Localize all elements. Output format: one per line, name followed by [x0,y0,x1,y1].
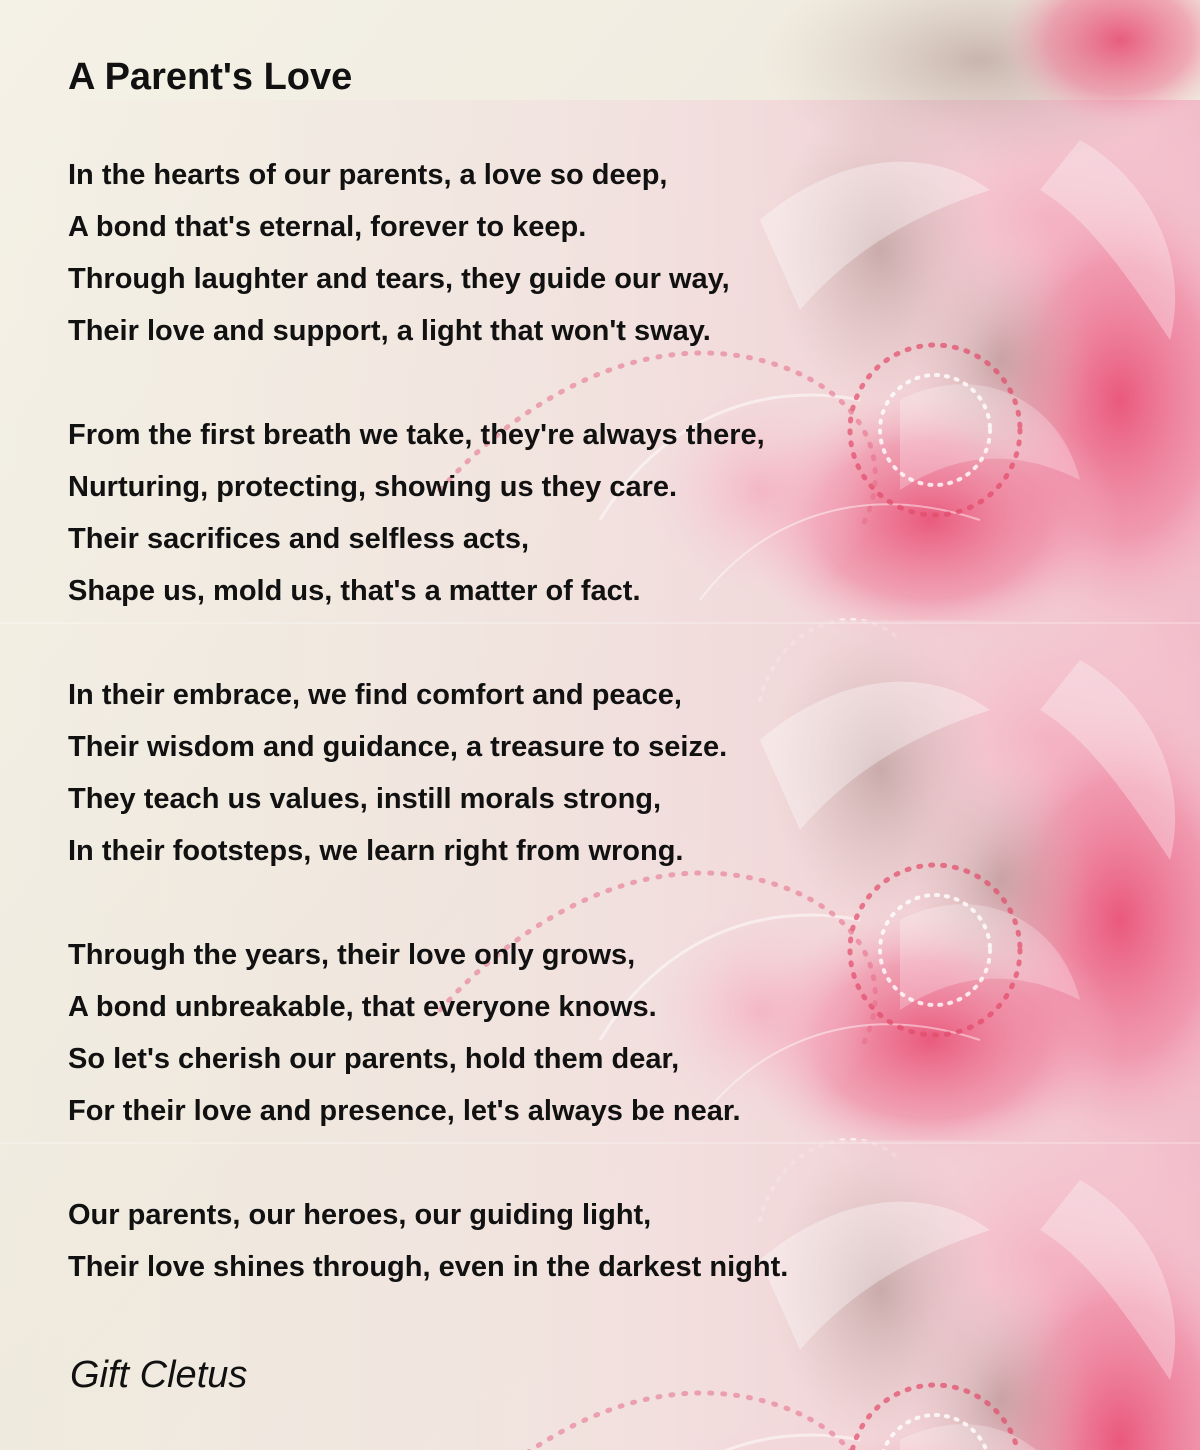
poem-line: Their love shines through, even in the darkest night. [68,1251,789,1283]
poem-line: Their love and support, a light that won't sway. [68,315,711,347]
poem-line: In their footsteps, we learn right from wrong. [68,835,684,867]
poem-line: So let's cherish our parents, hold them dear, [68,1043,680,1075]
poem-line: Shape us, mold us, that's a matter of fact. [68,575,641,607]
poem-line: Our parents, our heroes, our guiding light, [68,1199,652,1231]
poem-line: In their embrace, we find comfort and peace, [68,679,682,711]
poem-author: Gift Cletus [70,1354,248,1396]
poem-line: A bond that's eternal, forever to keep. [68,211,587,243]
poem-line: They teach us values, instill morals strong, [68,783,662,815]
poem-line: For their love and presence, let's always be near. [68,1095,741,1127]
poem-line: Their sacrifices and selfless acts, [68,523,530,555]
poem-line: Nurturing, protecting, showing us they care. [68,471,678,503]
poem-line: Through the years, their love only grows, [68,939,636,971]
poem-line: From the first breath we take, they're always there, [68,419,765,451]
poem-title: A Parent's Love [68,56,353,98]
poem-line: Through laughter and tears, they guide our way, [68,263,730,295]
poem-line: A bond unbreakable, that everyone knows. [68,991,657,1023]
poem-line: In the hearts of our parents, a love so deep, [68,159,668,191]
poem-line: Their wisdom and guidance, a treasure to seize. [68,731,728,763]
